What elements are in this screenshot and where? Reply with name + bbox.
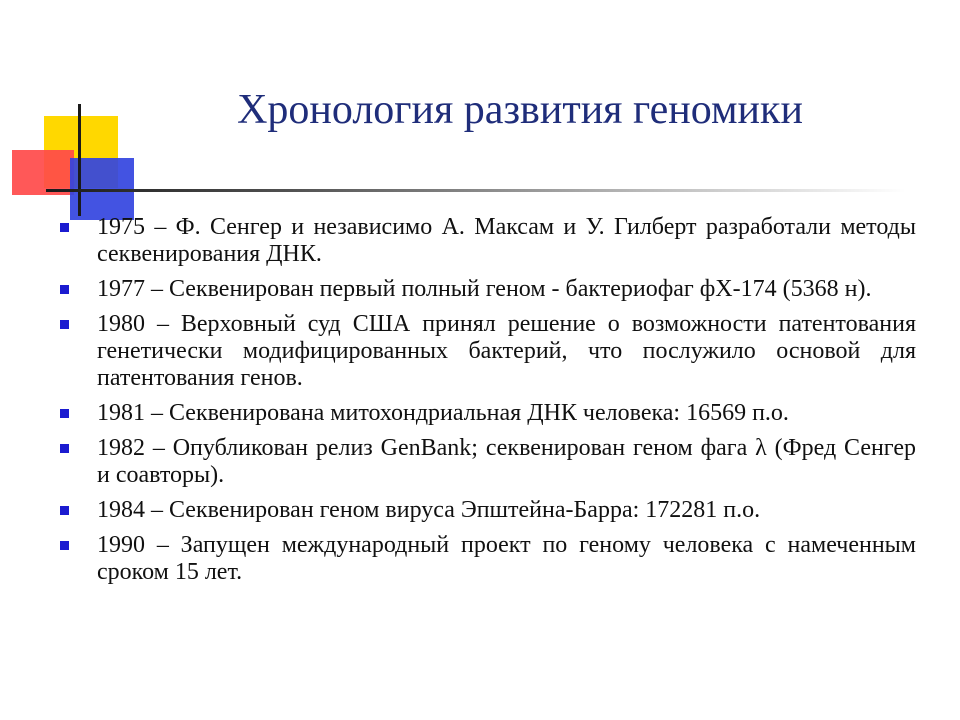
list-item-text: 1980 – Верховный суд США принял решение о возможности патентования генетически модифицированных бактерий, что послужило основой для патентования генов.	[97, 311, 916, 391]
slide-title: Хронология развития геномики	[237, 87, 803, 133]
bullet-icon	[60, 506, 69, 515]
timeline-list	[60, 214, 916, 594]
list-item-text: 1990 – Запущен международный проект по геному человека с намеченным сроком 15 лет.	[97, 532, 916, 585]
list-item	[60, 311, 916, 392]
bullet-icon	[60, 409, 69, 418]
title-underline	[46, 189, 906, 192]
bullet-icon	[60, 320, 69, 329]
list-item-text: 1984 – Секвенирован геном вируса Эпштейна-Барра: 172281 п.о.	[97, 497, 761, 523]
list-item	[60, 435, 916, 489]
list-item-text: 1982 – Опубликован релиз GenBank; секвенирован геном фага λ (Фред Сенгер и соавторы).	[97, 435, 916, 488]
bullet-icon	[60, 285, 69, 294]
bullet-icon	[60, 223, 69, 232]
list-item	[60, 276, 916, 303]
bullet-icon	[60, 444, 69, 453]
decor-vertical-line	[78, 104, 81, 216]
list-item	[60, 400, 916, 427]
list-item	[60, 497, 916, 524]
bullet-icon	[60, 541, 69, 550]
list-item	[60, 532, 916, 586]
list-item-text: 1977 – Секвенирован первый полный геном - бактериофаг фХ-174 (5368 н).	[97, 276, 872, 302]
list-item	[60, 214, 916, 268]
list-item-text: 1975 – Ф. Сенгер и независимо А. Максам и У. Гилберт разработали методы секвенирования ДНК.	[97, 214, 916, 267]
list-item-text: 1981 – Секвенирована митохондриальная ДНК человека: 16569 п.о.	[97, 400, 789, 426]
